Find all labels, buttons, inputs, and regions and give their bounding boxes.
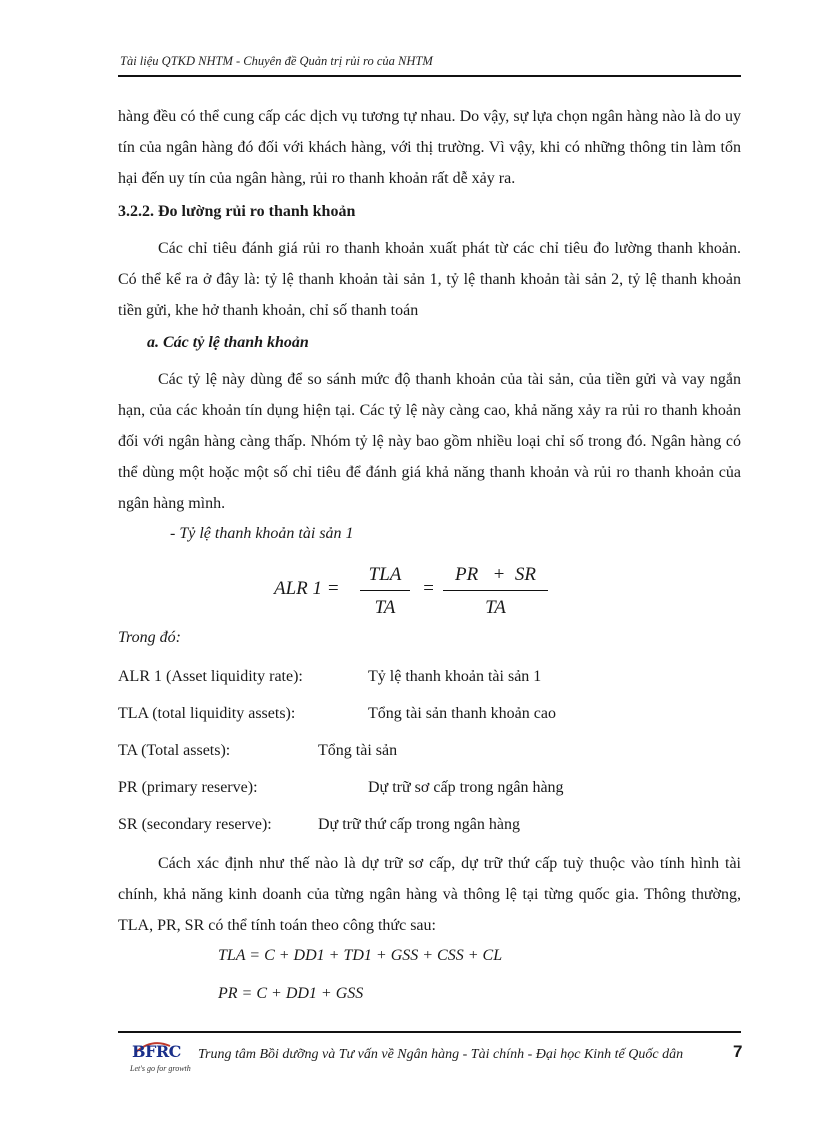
formula-equals: = xyxy=(422,578,435,599)
page-header: Tài liệu QTKD NHTM - Chuyên đề Quản trị rủi ro của NHTM xyxy=(120,54,433,68)
definition-term: TLA (total liquidity assets): xyxy=(118,705,296,722)
fraction-pr-sr-ta xyxy=(443,564,548,619)
fraction-tla-ta xyxy=(360,564,410,619)
formula-lhs: ALR 1 = xyxy=(274,578,340,599)
paragraph-ratios: Các tỷ lệ này dùng để so sánh mức độ thanh khoản của tài sản, của tiền gửi và vay ngắn hạn, của các khoản tín dụng hiện tại. Các tỷ lệ này càng cao, khả năng xảy ra rủi ro thanh khoản đối với ngân hàng càng thấp. Nhóm tỷ lệ này bao gồm nhiều loại chỉ số trong đó. Ngân hàng có thể dùng một hoặc một số chỉ tiêu để đánh giá khả năng thanh khoản và rủi ro thanh khoản của ngân hàng mình. xyxy=(118,371,741,512)
formula-pr: PR = C + DD1 + GSS xyxy=(218,985,364,1002)
fraction-denominator: TA xyxy=(485,597,506,618)
footer-text: Trung tâm Bồi dưỡng và Tư vấn về Ngân hàng - Tài chính - Đại học Kinh tế Quốc dân xyxy=(198,1047,684,1062)
fraction-numerator: PR + SR xyxy=(443,564,548,591)
paragraph-reserves: Cách xác định như thế nào là dự trữ sơ cấp, dự trữ thứ cấp tuỳ thuộc vào tính hình tài chính, khả năng kinh doanh của từng ngân hàng và thông lệ tại từng quốc gia. Thông thường, TLA, PR, SR có thể tính toán theo công thức sau: xyxy=(118,855,741,934)
fraction-denominator: TA xyxy=(374,597,396,618)
definition-term: TA (Total assets): xyxy=(118,742,231,759)
paragraph-intro: hàng đều có thể cung cấp các dịch vụ tương tự nhau. Do vậy, sự lựa chọn ngân hàng nào là do uy tín của ngân hàng đó đối với khách hàng, với thị trường. Vì vậy, khi có những thông tin làm tổn hại đến uy tín của ngân hàng, rủi ro thanh khoản rất dễ xảy ra. xyxy=(118,108,741,187)
definition-term: SR (secondary reserve): xyxy=(118,816,272,833)
fraction-numerator: TLA xyxy=(360,564,410,591)
page-number: 7 xyxy=(733,1042,743,1061)
ratio-label: - Tỷ lệ thanh khoản tài sản 1 xyxy=(170,525,354,542)
definition-description: Tổng tài sản xyxy=(318,742,398,759)
logo-text: BFRC xyxy=(132,1042,181,1061)
logo-tagline: Let's go for growth xyxy=(130,1064,191,1073)
definition-description: Dự trữ thứ cấp trong ngân hàng xyxy=(318,816,520,833)
footer-divider xyxy=(118,1031,741,1033)
definition-description: Dự trữ sơ cấp trong ngân hàng xyxy=(368,779,564,796)
formula-tla: TLA = C + DD1 + TD1 + GSS + CSS + CL xyxy=(218,947,503,964)
bfrc-logo xyxy=(130,1042,191,1084)
definition-description: Tổng tài sản thanh khoản cao xyxy=(368,705,556,722)
definition-description: Tỷ lệ thanh khoản tài sản 1 xyxy=(368,668,542,685)
section-heading: 3.2.2. Đo lường rủi ro thanh khoản xyxy=(118,203,356,220)
header-divider xyxy=(118,75,741,77)
paragraph-indicators: Các chỉ tiêu đánh giá rủi ro thanh khoản xuất phát từ các chỉ tiêu đo lường thanh khoản. Có thể kể ra ở đây là: tỷ lệ thanh khoản tài sản 1, tỷ lệ thanh khoản tài sản 2, tỷ lệ thanh khoản tiền gửi, khe hở thanh khoản, chỉ số thanh toán xyxy=(118,240,741,319)
where-label: Trong đó: xyxy=(118,629,181,646)
subsection-heading: a. Các tỷ lệ thanh khoản xyxy=(147,334,309,351)
definition-term: ALR 1 (Asset liquidity rate): xyxy=(118,668,303,685)
definition-term: PR (primary reserve): xyxy=(118,779,258,796)
